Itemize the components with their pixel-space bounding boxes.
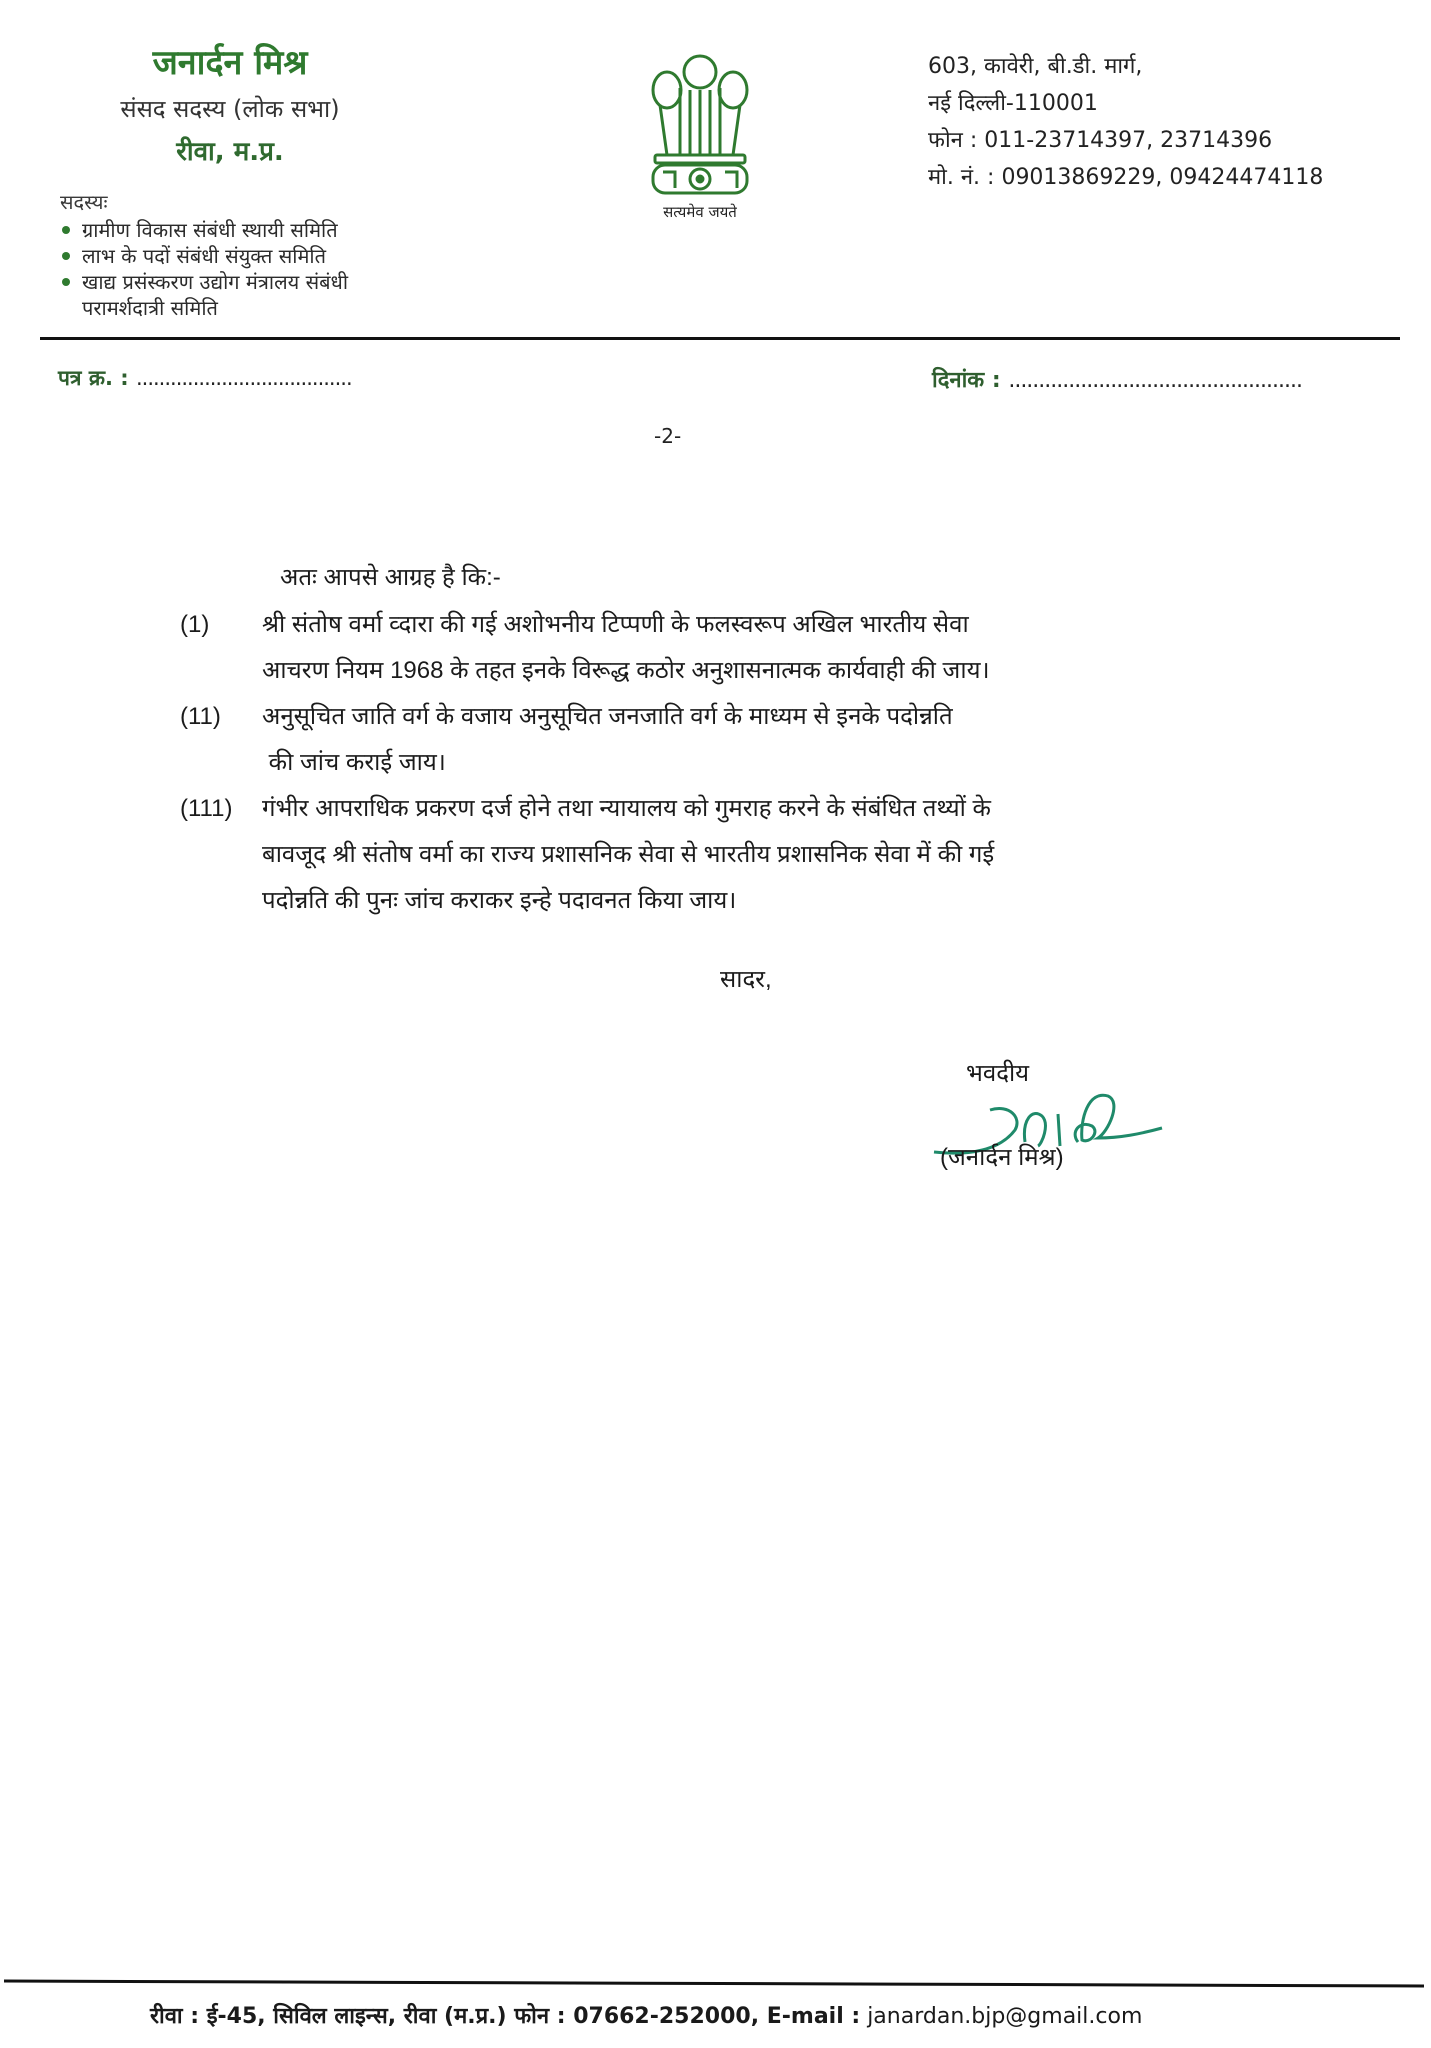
letter-ref [58,364,352,392]
emblem-motto: सत्यमेव जयते [663,203,737,221]
request-point: (111) गंभीर आपराधिक प्रकरण दर्ज होने तथा न्यायालय को गुमराह करने के संबंधित तथ्यों के बावजूद श्री संतोष वर्मा का राज्य प्रशासनिक सेवा से भारतीय प्रशासनिक सेवा में की गई पदोन्नति की पुनः जांच कराकर इन्हे पदावनत किया जाय। [180,786,1310,924]
point-number: (11) [180,703,221,730]
sender-name: जनार्दन मिश्र [152,43,308,83]
letterhead-sender [40,38,420,174]
closing-salutation: सादर, [720,966,772,993]
sender-constituency: रीवा, म.प्र. [176,137,284,167]
ashoka-emblem-icon [645,50,755,200]
point-number: (111) [180,795,233,822]
letter-date [932,364,1302,394]
header-divider [40,337,1400,340]
bullet-icon [62,252,70,260]
request-point: (11) अनुसूचित जाति वर्ग के वजाय अनुसूचित जनजाति वर्ग के माध्यम से इनके पदोन्नति की जांच कराई जाय। [180,694,1310,786]
mobile-line: मो. नं. : 09013869229, 09424474118 [928,165,1324,190]
phone-line: फोन : 011-23714397, 23714396 [928,128,1273,153]
date-label: दिनांक : [932,368,1001,393]
ref-label: पत्र क्र. : [58,366,129,390]
request-point: (1) श्री संतोष वर्मा व्दारा की गई अशोभनीय टिप्पणी के फलस्वरूप अखिल भारतीय सेवा आचरण नियम 1968 के तहत इनके विरूद्ध कठोर अनुशासनात्मक कार्यवाही की जाय। [180,602,1310,694]
footer-divider [4,1980,1424,1988]
address-line: नई दिल्ली-110001 [928,91,1098,116]
date-field: ................................................. [1008,368,1302,393]
committee-memberships [60,188,480,321]
bullet-icon [62,226,70,234]
signatory-name: (जनार्दन मिश्र) [940,1144,1064,1171]
national-emblem [630,50,770,222]
committee-item: लाभ के पदों संबंधी संयुक्त समिति [60,243,480,269]
footer-contact [150,2000,1142,2030]
page-number: -2- [654,424,682,448]
letter-body [180,558,1310,924]
committee-item-continued: परामर्शदात्री समिति [82,296,218,320]
sender-designation: संसद सदस्य (लोक सभा) [120,95,340,123]
committee-item: ग्रामीण विकास संबंधी स्थायी समिति [60,217,480,243]
bullet-icon [62,278,70,286]
footer-address: रीवा : ई-45, सिविल लाइन्स, रीवा (म.प्र.) फोन : 07662-252000, E-mail : [150,2004,861,2029]
address-line: 603, कावेरी, बी.डी. मार्ग, [928,54,1143,79]
request-intro: अतः आपसे आग्रह है कि:- [280,564,501,591]
ref-field: ...................................... [135,366,352,390]
office-address [928,48,1323,196]
point-number: (1) [180,611,210,638]
footer-email: janardan.bjp@gmail.com [860,2004,1143,2029]
members-title: सदस्यः [60,190,108,214]
complimentary-close: भवदीय [966,1060,1030,1087]
committee-item: खाद्य प्रसंस्करण उद्योग मंत्रालय संबंधी [60,269,480,295]
